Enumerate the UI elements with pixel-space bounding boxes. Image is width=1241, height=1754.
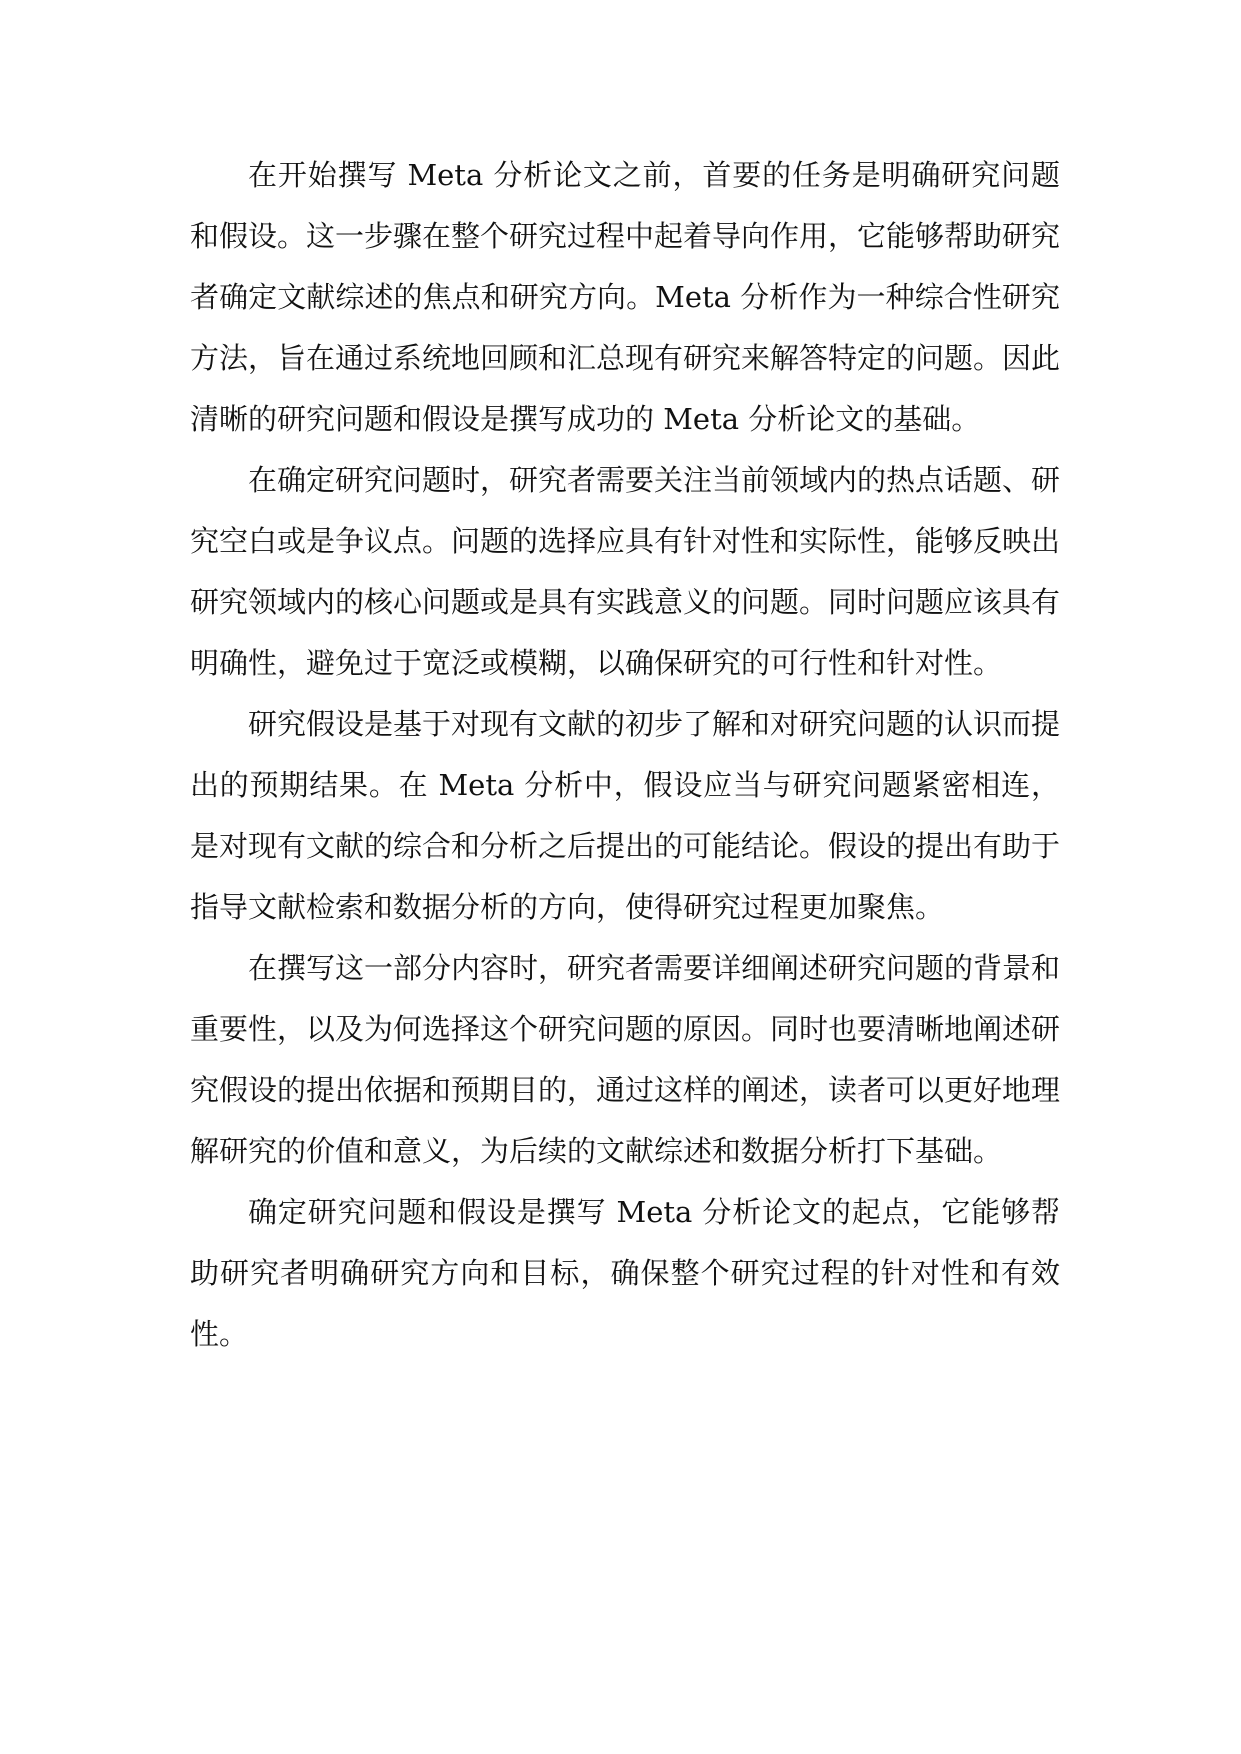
document-body	[190, 145, 1060, 1365]
paragraph-5: 确定研究问题和假设是撰写 Meta 分析论文的起点，它能够帮助研究者明确研究方向和目标，确保整个研究过程的针对性和有效性。	[190, 1195, 1060, 1351]
paragraph-1: 在开始撰写 Meta 分析论文之前，首要的任务是明确研究问题和假设。这一步骤在整个研究过程中起着导向作用，它能够帮助研究者确定文献综述的焦点和研究方向。Meta 分析作为一种综合性研究方法，旨在通过系统地回顾和汇总现有研究来解答特定的问题。因此清晰的研究问题和假设是撰写成功的 Meta 分析论文的基础。	[190, 158, 1061, 436]
paragraph-4: 在撰写这一部分内容时，研究者需要详细阐述研究问题的背景和重要性，以及为何选择这个研究问题的原因。同时也要清晰地阐述研究假设的提出依据和预期目的，通过这样的阐述，读者可以更好地理解研究的价值和意义，为后续的文献综述和数据分析打下基础。	[190, 951, 1061, 1168]
paragraph-2: 在确定研究问题时，研究者需要关注当前领域内的热点话题、研究空白或是争议点。问题的选择应具有针对性和实际性，能够反映出研究领域内的核心问题或是具有实践意义的问题。同时问题应该具有明确性，避免过于宽泛或模糊，以确保研究的可行性和针对性。	[190, 463, 1061, 680]
paragraph-3: 研究假设是基于对现有文献的初步了解和对研究问题的认识而提出的预期结果。在 Meta 分析中，假设应当与研究问题紧密相连，是对现有文献的综合和分析之后提出的可能结论。假设的提出有助于指导文献检索和数据分析的方向，使得研究过程更加聚焦。	[190, 707, 1061, 924]
